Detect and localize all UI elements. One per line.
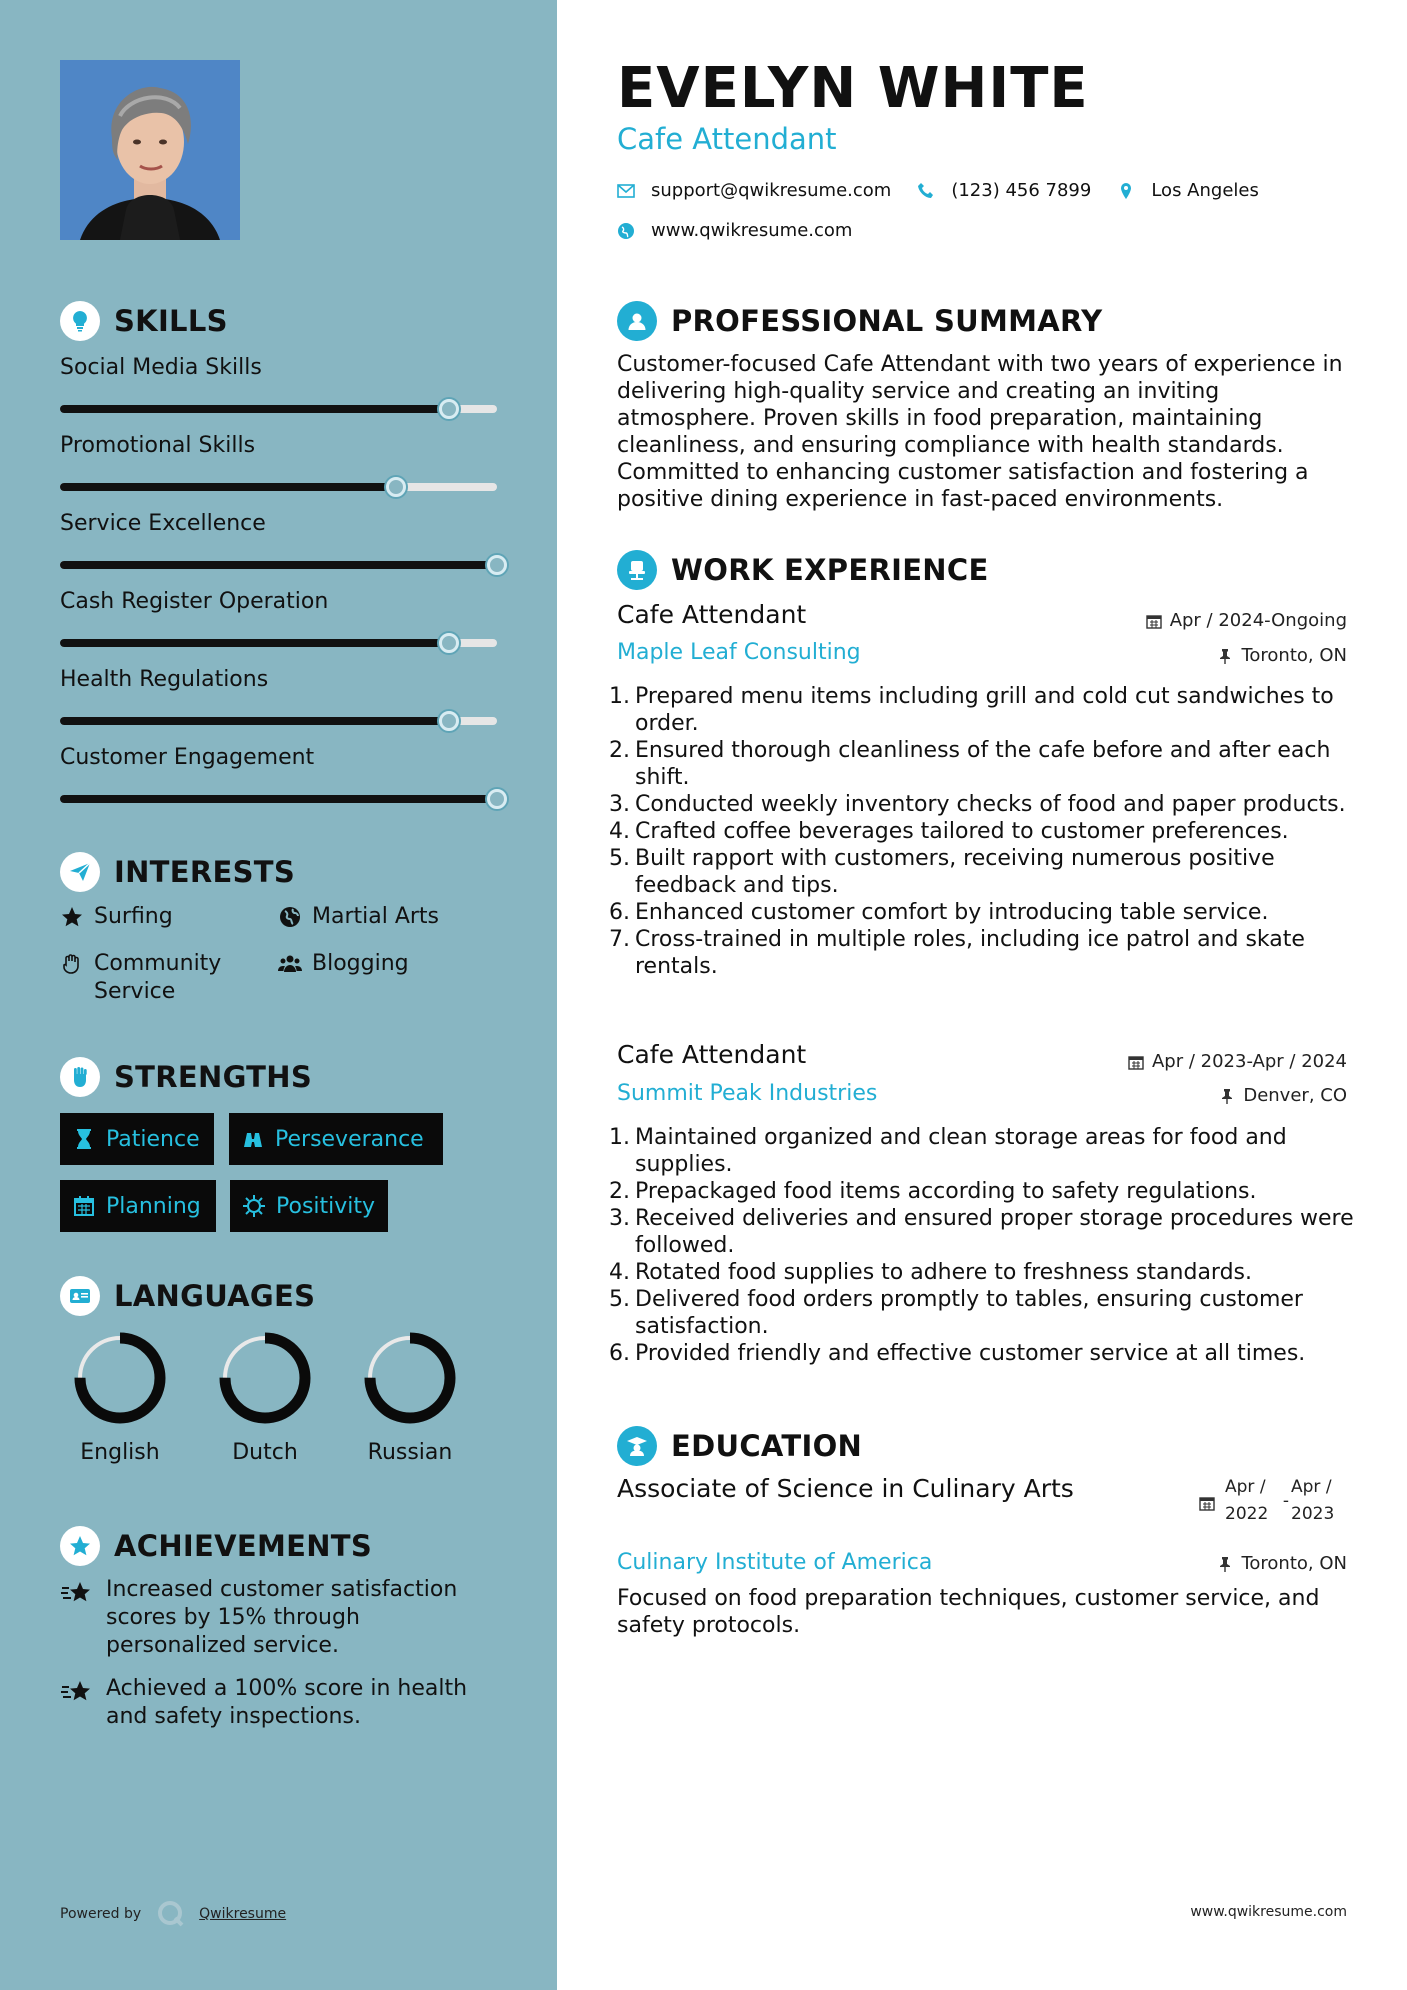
skill-item bbox=[60, 587, 500, 647]
job-date bbox=[1146, 610, 1347, 631]
language-ring bbox=[362, 1330, 458, 1426]
skill-item bbox=[60, 509, 500, 569]
skill-bar bbox=[60, 405, 497, 413]
qwikresume-logo-icon bbox=[157, 1900, 185, 1928]
strengths-heading bbox=[60, 1057, 312, 1097]
skill-bar-knob bbox=[439, 399, 459, 419]
shooting-star-icon bbox=[60, 1677, 94, 1707]
calendar-icon bbox=[1199, 1493, 1215, 1509]
duty-item: Provided friendly and effective customer service at all times. bbox=[635, 1341, 1306, 1366]
portrait-icon bbox=[60, 60, 240, 240]
pushpin-icon bbox=[1219, 1088, 1235, 1104]
interest-label: Martial Arts bbox=[312, 904, 440, 929]
section-title: LANGUAGES bbox=[114, 1279, 316, 1313]
pushpin-icon bbox=[1217, 1556, 1233, 1572]
duty-item: Rotated food supplies to adhere to freshness standards. bbox=[635, 1260, 1253, 1285]
duty-item: Cross-trained in multiple roles, including ice patrol and skate rentals. bbox=[635, 927, 1305, 979]
website-link[interactable]: www.qwikresume.com bbox=[651, 220, 853, 241]
skill-bar-fill bbox=[60, 405, 449, 413]
calendar-icon bbox=[72, 1194, 96, 1218]
duty-item: Ensured thorough cleanliness of the cafe before and after each shift. bbox=[635, 738, 1331, 790]
skill-bar-knob bbox=[439, 711, 459, 731]
section-title: PROFESSIONAL SUMMARY bbox=[671, 304, 1103, 338]
strength-badge bbox=[230, 1180, 388, 1232]
skill-bar-fill bbox=[60, 561, 497, 569]
job-date-text: Apr / 2023-Apr / 2024 bbox=[1151, 1051, 1347, 1072]
job-company: Maple Leaf Consulting bbox=[617, 640, 861, 665]
section-title: STRENGTHS bbox=[114, 1060, 313, 1094]
education-end: Apr / 2023 bbox=[1291, 1477, 1335, 1524]
achievements-heading bbox=[60, 1526, 372, 1566]
language-label: Russian bbox=[367, 1440, 453, 1465]
language-item bbox=[200, 1330, 330, 1465]
phone-icon bbox=[917, 182, 935, 200]
duty-item: Maintained organized and clean storage areas for food and supplies. bbox=[635, 1125, 1287, 1177]
duty-item: Prepared menu items including grill and cold cut sandwiches to order. bbox=[635, 684, 1334, 736]
globe-icon bbox=[617, 222, 635, 240]
skill-label: Promotional Skills bbox=[60, 433, 256, 458]
interest-label: Blogging bbox=[312, 951, 409, 976]
fist-icon bbox=[60, 1057, 100, 1097]
achievement-text: Increased customer satisfaction scores by 15% through personalized service. bbox=[106, 1577, 458, 1658]
language-ring bbox=[72, 1330, 168, 1426]
hand-icon bbox=[60, 952, 84, 976]
skill-bar bbox=[60, 483, 497, 491]
achievement-item bbox=[60, 1675, 490, 1731]
language-label: Dutch bbox=[232, 1440, 298, 1465]
strength-label: Positivity bbox=[276, 1193, 376, 1219]
binoculars-icon bbox=[241, 1127, 265, 1151]
skill-bar-fill bbox=[60, 483, 396, 491]
duty-item: Received deliveries and ensured proper storage procedures were followed. bbox=[635, 1206, 1354, 1258]
interest-label: Community Service bbox=[94, 951, 222, 1004]
section-title: EDUCATION bbox=[671, 1429, 863, 1463]
skill-bar-knob bbox=[439, 633, 459, 653]
footer-website-link[interactable]: www.qwikresume.com bbox=[1190, 1904, 1347, 1920]
paper-plane-icon bbox=[60, 852, 100, 892]
skill-bar bbox=[60, 795, 497, 803]
skill-bar bbox=[60, 561, 497, 569]
languages-heading bbox=[60, 1276, 315, 1316]
skills-heading bbox=[60, 301, 228, 341]
achievement-text: Achieved a 100% score in health and safety inspections. bbox=[106, 1676, 468, 1729]
education-separator: - bbox=[1282, 1490, 1290, 1511]
language-ring bbox=[217, 1330, 313, 1426]
section-title: ACHIEVEMENTS bbox=[114, 1529, 373, 1563]
achievement-item bbox=[60, 1576, 490, 1660]
education-heading bbox=[617, 1426, 862, 1466]
language-item bbox=[345, 1330, 475, 1465]
email-link[interactable]: support@qwikresume.com bbox=[651, 180, 892, 201]
qwikresume-link[interactable]: Qwikresume bbox=[199, 1906, 287, 1922]
strength-label: Planning bbox=[106, 1193, 201, 1219]
interest-item bbox=[278, 950, 409, 978]
strength-badge bbox=[60, 1180, 216, 1232]
interest-item bbox=[278, 903, 439, 931]
skill-bar-fill bbox=[60, 717, 449, 725]
education-degree: Associate of Science in Culinary Arts bbox=[617, 1474, 1074, 1503]
interest-item bbox=[60, 950, 260, 1006]
powered-by bbox=[60, 1900, 286, 1928]
strength-badge bbox=[229, 1113, 443, 1165]
website-row bbox=[617, 220, 852, 241]
job-duties bbox=[609, 1124, 1354, 1367]
sun-icon bbox=[242, 1194, 266, 1218]
envelope-icon bbox=[617, 182, 635, 200]
job-location bbox=[1217, 645, 1347, 666]
skill-item bbox=[60, 665, 500, 725]
section-title: WORK EXPERIENCE bbox=[671, 553, 989, 587]
interests-heading bbox=[60, 852, 295, 892]
phone-number[interactable]: (123) 456 7899 bbox=[951, 180, 1092, 201]
education-start: Apr / 2022 bbox=[1225, 1477, 1269, 1524]
education-description: Focused on food preparation techniques, customer service, and safety protocols. bbox=[617, 1586, 1320, 1638]
strength-badge bbox=[60, 1113, 214, 1165]
duty-item: Enhanced customer comfort by introducing table service. bbox=[635, 900, 1269, 925]
users-icon bbox=[278, 952, 302, 976]
strength-label: Perseverance bbox=[275, 1126, 424, 1152]
duty-item: Conducted weekly inventory checks of food and paper products. bbox=[635, 792, 1346, 817]
job-location bbox=[1219, 1085, 1347, 1106]
job-duties bbox=[609, 683, 1354, 980]
shooting-star-icon bbox=[60, 1578, 94, 1608]
skill-item bbox=[60, 743, 500, 803]
job-date bbox=[1128, 1051, 1347, 1072]
job-role: Cafe Attendant bbox=[617, 1040, 807, 1069]
skill-label: Cash Register Operation bbox=[60, 589, 329, 614]
globe-icon bbox=[278, 905, 302, 929]
id-card-icon bbox=[60, 1276, 100, 1316]
job-location-text: Toronto, ON bbox=[1241, 645, 1347, 666]
pushpin-icon bbox=[1217, 648, 1233, 664]
skill-bar-knob bbox=[487, 555, 507, 575]
skill-bar-fill bbox=[60, 795, 497, 803]
interest-item bbox=[60, 903, 173, 931]
skill-bar bbox=[60, 639, 497, 647]
job-date-text: Apr / 2024-Ongoing bbox=[1169, 610, 1347, 631]
summary-text: Customer-focused Cafe Attendant with two years of experience in delivering high-quality service and creating an inviting atmosphere. Proven skills in food preparation, maintaining cleanliness, and ensuring compliance with health standards. Committed to enhancing customer satisfaction and fostering a positive dining experience in fast-paced environments. bbox=[617, 352, 1343, 512]
graduate-icon bbox=[617, 1426, 657, 1466]
skill-label: Social Media Skills bbox=[60, 355, 262, 380]
briefcase-chair-icon bbox=[617, 550, 657, 590]
skill-label: Health Regulations bbox=[60, 667, 269, 692]
language-item bbox=[55, 1330, 185, 1465]
lightbulb-icon bbox=[60, 301, 100, 341]
candidate-name: EVELYN WHITE bbox=[617, 56, 1089, 121]
profile-photo bbox=[60, 60, 240, 240]
section-title: SKILLS bbox=[114, 304, 228, 338]
hourglass-icon bbox=[72, 1127, 96, 1151]
calendar-icon bbox=[1146, 613, 1162, 629]
skill-bar-knob bbox=[386, 477, 406, 497]
skill-bar bbox=[60, 717, 497, 725]
interest-label: Surfing bbox=[94, 904, 173, 929]
contact-row bbox=[617, 180, 1259, 201]
candidate-title: Cafe Attendant bbox=[617, 122, 837, 156]
skill-label: Service Excellence bbox=[60, 511, 266, 536]
job-location-text: Denver, CO bbox=[1243, 1085, 1347, 1106]
work-heading bbox=[617, 550, 989, 590]
skill-item bbox=[60, 431, 500, 491]
skill-item bbox=[60, 353, 500, 413]
job-role: Cafe Attendant bbox=[617, 600, 807, 629]
education-location bbox=[1217, 1553, 1347, 1574]
duty-item: Prepackaged food items according to safety regulations. bbox=[635, 1179, 1257, 1204]
duty-item: Crafted coffee beverages tailored to customer preferences. bbox=[635, 819, 1289, 844]
summary-heading bbox=[617, 301, 1102, 341]
star-badge-icon bbox=[60, 1526, 100, 1566]
duty-item: Built rapport with customers, receiving numerous positive feedback and tips. bbox=[635, 846, 1275, 898]
skill-bar-knob bbox=[487, 789, 507, 809]
skill-label: Customer Engagement bbox=[60, 745, 315, 770]
strength-label: Patience bbox=[106, 1126, 200, 1152]
location-text: Los Angeles bbox=[1151, 180, 1259, 201]
education-school: Culinary Institute of America bbox=[617, 1550, 933, 1575]
star-icon bbox=[60, 905, 84, 929]
language-label: English bbox=[80, 1440, 160, 1465]
skill-bar-fill bbox=[60, 639, 449, 647]
calendar-icon bbox=[1128, 1054, 1144, 1070]
section-title: INTERESTS bbox=[114, 855, 296, 889]
user-icon bbox=[617, 301, 657, 341]
education-dates bbox=[1199, 1474, 1347, 1528]
job-company: Summit Peak Industries bbox=[617, 1081, 878, 1106]
education-location-text: Toronto, ON bbox=[1241, 1553, 1347, 1574]
sidebar bbox=[0, 0, 557, 1990]
duty-item: Delivered food orders promptly to tables, ensuring customer satisfaction. bbox=[635, 1287, 1303, 1339]
powered-by-label: Powered by bbox=[60, 1906, 142, 1922]
map-pin-icon bbox=[1117, 182, 1135, 200]
